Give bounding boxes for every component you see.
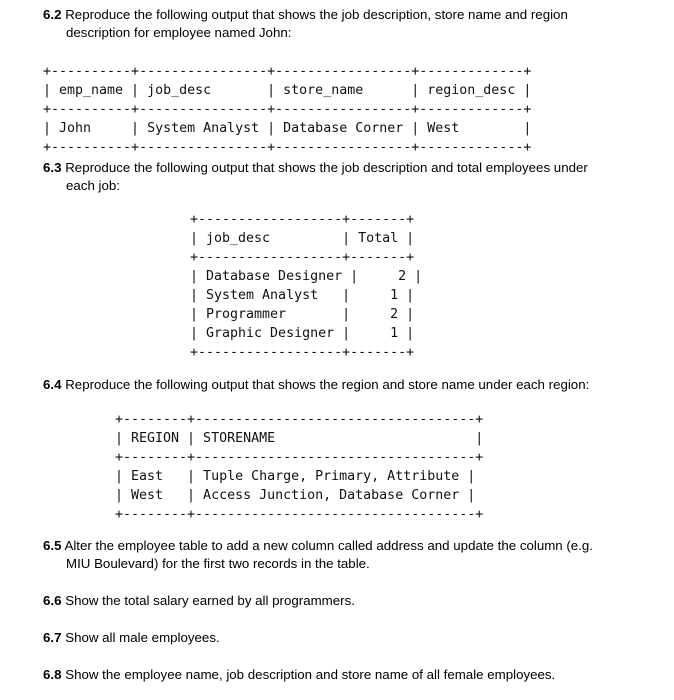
result-table-john: +----------+----------------+-----------------+-------------+ | emp_name | job_desc | store_name | region_desc | +----------+----------------+-----------------+-------------+ | John | System Analyst | Database Corner | West | +----------+----------------+-----------------+-------------+ <box>43 64 532 155</box>
question-text: Reproduce the following output that shows the job description, store name and region <box>65 7 568 22</box>
question-number: 6.3 <box>43 160 62 175</box>
question-6-7 <box>43 629 628 647</box>
question-6-2 <box>43 6 628 42</box>
question-text: Show all male employees. <box>65 630 220 645</box>
question-text-continued: MIU Boulevard) for the first two records in the table. <box>66 556 370 571</box>
question-number: 6.8 <box>43 667 62 682</box>
question-text: Show the employee name, job description and store name of all female employees. <box>65 667 556 682</box>
question-number: 6.2 <box>43 7 62 22</box>
question-text: Show the total salary earned by all programmers. <box>65 593 355 608</box>
result-table-regions: +--------+-----------------------------------+ | REGION | STORENAME | +--------+-----------------------------------+ | East | Tuple Charge, Primary, Attribute | | West | Access Junction, Database Corner | +--------+-----------------------------------+ <box>115 412 484 522</box>
question-number: 6.5 <box>43 538 62 553</box>
question-number: 6.4 <box>43 377 62 392</box>
question-number: 6.6 <box>43 593 62 608</box>
question-text-continued: description for employee named John: <box>66 25 292 40</box>
question-text: Alter the employee table to add a new column called address and update the column (e.g. <box>64 538 593 553</box>
question-text-continued: each job: <box>66 178 120 193</box>
question-6-4 <box>43 376 628 394</box>
question-text: Reproduce the following output that shows the job description and total employees under <box>65 160 588 175</box>
question-6-5 <box>43 537 628 573</box>
question-6-6 <box>43 592 628 610</box>
question-number: 6.7 <box>43 630 62 645</box>
question-6-3 <box>43 159 628 195</box>
question-6-8 <box>43 666 628 684</box>
question-text: Reproduce the following output that shows the region and store name under each region: <box>65 377 590 392</box>
result-table-job-totals: +------------------+-------+ | job_desc | Total | +------------------+-------+ | Database Designer | 2 | | System Analyst | 1 | | Programmer | 2 | | Graphic Designer | 1 | +------------------+-------+ <box>190 212 423 360</box>
